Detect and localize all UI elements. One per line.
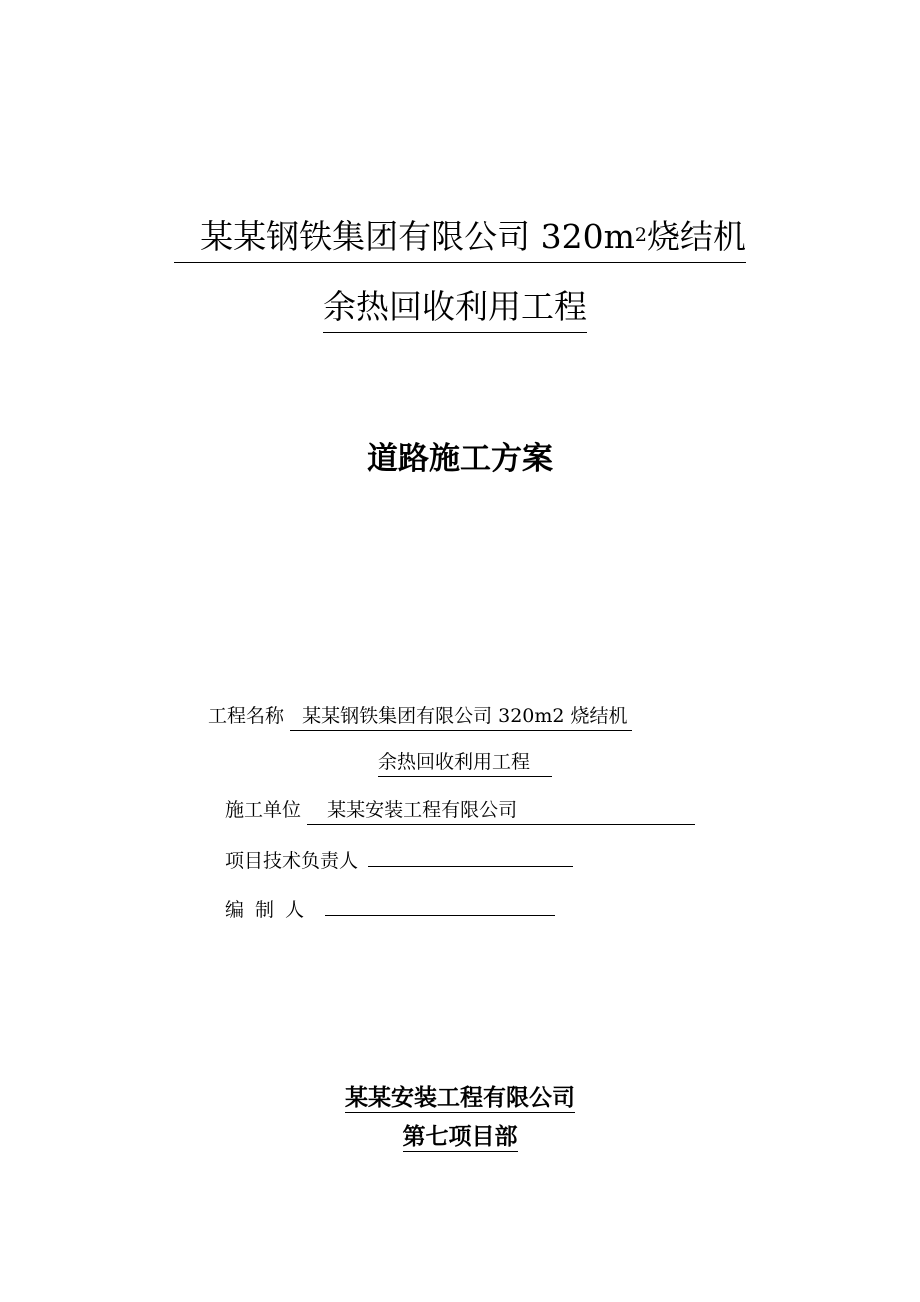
title-line1-text: 某某钢铁集团有限公司 320m bbox=[200, 217, 635, 256]
project-name-label: 工程名称 bbox=[208, 705, 285, 727]
tech-lead-blank bbox=[368, 846, 573, 867]
footer-department-text: 第七项目部 bbox=[402, 1123, 518, 1150]
document-title-line2: 余热回收利用工程 bbox=[323, 284, 587, 333]
author-blank bbox=[325, 895, 555, 916]
footer-company-text: 某某安装工程有限公司 bbox=[345, 1084, 575, 1111]
project-name-field-continued bbox=[378, 748, 552, 777]
document-subtitle: 道路施工方案 bbox=[367, 441, 553, 477]
contractor-field bbox=[225, 796, 695, 825]
footer-company bbox=[0, 1082, 920, 1114]
title-line1-suffix: 烧结机 bbox=[647, 217, 746, 256]
footer-department bbox=[0, 1121, 920, 1153]
tech-lead-field bbox=[225, 846, 573, 875]
author-label: 编制人 bbox=[225, 899, 316, 921]
project-name-field bbox=[208, 702, 632, 731]
project-name-value-line2: 余热回收利用工程 bbox=[378, 748, 552, 777]
tech-lead-label: 项目技术负责人 bbox=[225, 850, 359, 872]
project-name-value: 某某钢铁集团有限公司 320m2 烧结机 bbox=[290, 702, 631, 731]
contractor-label: 施工单位 bbox=[225, 799, 302, 821]
title-superscript: 2 bbox=[634, 224, 647, 246]
document-title-line1 bbox=[174, 214, 746, 263]
author-field bbox=[225, 895, 555, 924]
contractor-value: 某某安装工程有限公司 bbox=[307, 796, 695, 825]
